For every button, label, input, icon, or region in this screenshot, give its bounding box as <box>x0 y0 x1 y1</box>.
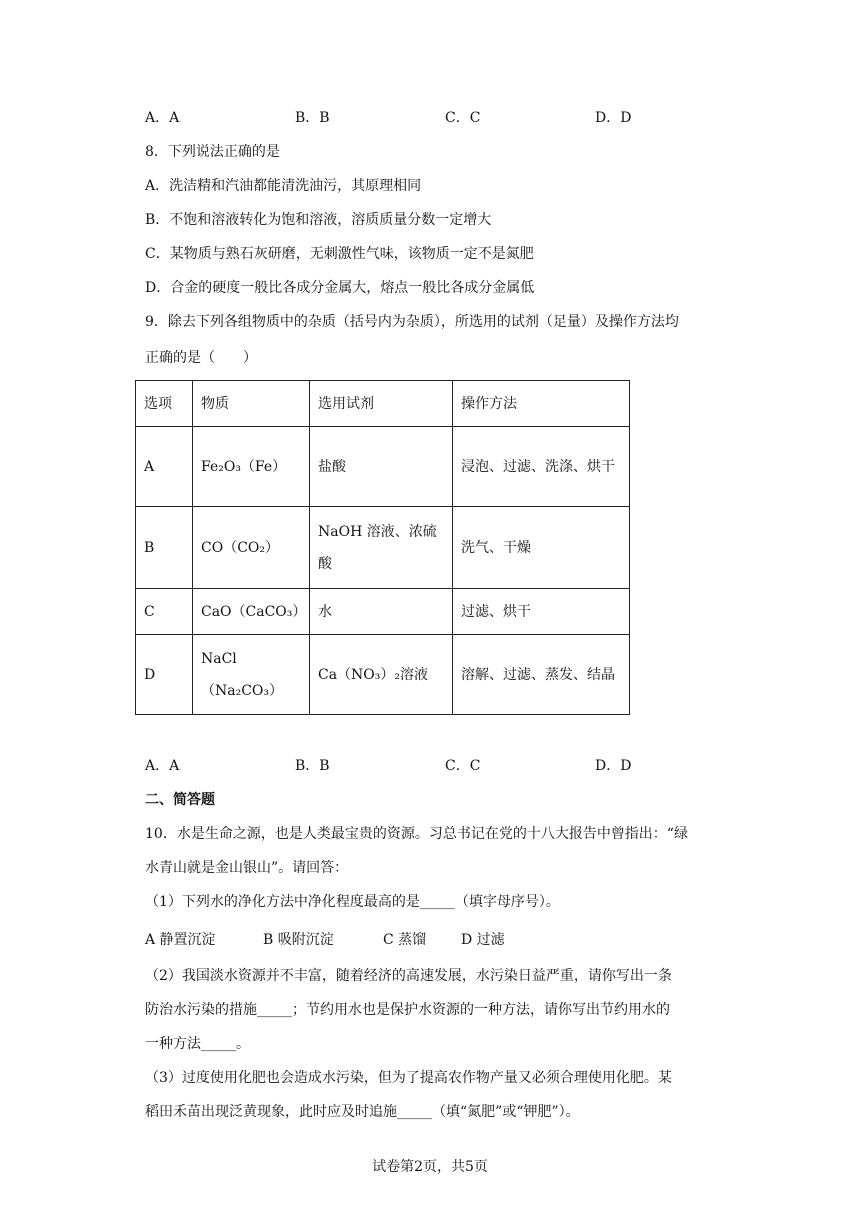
q10-part3-line2: 稻田禾苗出现泛黄现象，此时应及时追施_____（填“氮肥”或“钾肥”）。 <box>145 1104 580 1120</box>
option-c: C 蒸馏 <box>383 932 427 948</box>
q8-option-c: C．某物质与熟石灰研磨，无刺激性气味，该物质一定不是氮肥 <box>145 246 534 262</box>
q10-part2-line2: 防治水污染的措施_____；节约用水也是保护水资源的一种方法，请你写出节约用水的 <box>145 1002 670 1018</box>
q10-part2-line3: 一种方法_____。 <box>145 1036 250 1052</box>
option-d: D．D <box>595 110 632 126</box>
cell-option: D <box>136 635 193 715</box>
q10-stem-line2: 水青山就是金山银山”。请回答： <box>145 860 349 876</box>
cell-material: NaCl（Na₂CO₃） <box>193 635 310 715</box>
q8-option-a: A．洗洁精和汽油都能清洗油污，其原理相同 <box>145 178 422 194</box>
page-footer: 试卷第2页，共5页 <box>372 1159 488 1175</box>
option-d: D 过滤 <box>461 932 505 948</box>
option-a: A．A <box>145 758 180 774</box>
cell-method: 浸泡、过滤、洗涤、烘干 <box>453 427 630 507</box>
cell-option: B <box>136 507 193 589</box>
q10-stem-line1: 10．水是生命之源，也是人类最宝贵的资源。习总书记在党的十八大报告中曾指出：“绿 <box>145 826 688 842</box>
header-material: 物质 <box>193 381 310 427</box>
cell-method: 过滤、烘干 <box>453 589 630 635</box>
header-option: 选项 <box>136 381 193 427</box>
header-method: 操作方法 <box>453 381 630 427</box>
cell-reagent: NaOH 溶液、浓硫酸 <box>310 507 453 589</box>
q8-option-d: D．合金的硬度一般比各成分金属大，熔点一般比各成分金属低 <box>145 280 535 296</box>
option-a: A．A <box>145 110 180 126</box>
q10-part2-line1: （2）我国淡水资源并不丰富，随着经济的高速发展，水污染日益严重，请你写出一条 <box>145 968 672 984</box>
cell-material: CaO（CaCO₃） <box>193 589 310 635</box>
q9-table <box>135 380 630 715</box>
cell-method: 洗气、干燥 <box>453 507 630 589</box>
cell-option: A <box>136 427 193 507</box>
q10-part1: （1）下列水的净化方法中净化程度最高的是_____（填字母序号）。 <box>145 894 560 910</box>
q9-stem-line1: 9．除去下列各组物质中的杂质（括号内为杂质），所选用的试剂（足量）及操作方法均 <box>145 314 679 330</box>
table-header-row <box>136 381 630 427</box>
q8-option-b: B．不饱和溶液转化为饱和溶液，溶质质量分数一定增大 <box>145 212 492 228</box>
q10-part3-line1: （3）过度使用化肥也会造成水污染，但为了提高农作物产量又必须合理使用化肥。某 <box>145 1070 672 1086</box>
cell-option: C <box>136 589 193 635</box>
option-c: C．C <box>445 758 481 774</box>
cell-material: CO（CO₂） <box>193 507 310 589</box>
table-row <box>136 589 630 635</box>
option-b: B．B <box>295 110 330 126</box>
option-d: D．D <box>595 758 632 774</box>
cell-material: Fe₂O₃（Fe） <box>193 427 310 507</box>
option-b: B 吸附沉淀 <box>263 932 334 948</box>
table-row <box>136 507 630 589</box>
cell-method: 溶解、过滤、蒸发、结晶 <box>453 635 630 715</box>
section-title: 二、简答题 <box>145 792 215 808</box>
option-a: A 静置沉淀 <box>145 932 216 948</box>
header-reagent: 选用试剂 <box>310 381 453 427</box>
table-row <box>136 427 630 507</box>
cell-reagent: 盐酸 <box>310 427 453 507</box>
q9-stem-line2: 正确的是（ ） <box>145 350 257 366</box>
cell-reagent: 水 <box>310 589 453 635</box>
table-row <box>136 635 630 715</box>
q8-stem: 8．下列说法正确的是 <box>145 144 280 160</box>
cell-reagent: Ca（NO₃）₂溶液 <box>310 635 453 715</box>
option-c: C．C <box>445 110 481 126</box>
option-b: B．B <box>295 758 330 774</box>
